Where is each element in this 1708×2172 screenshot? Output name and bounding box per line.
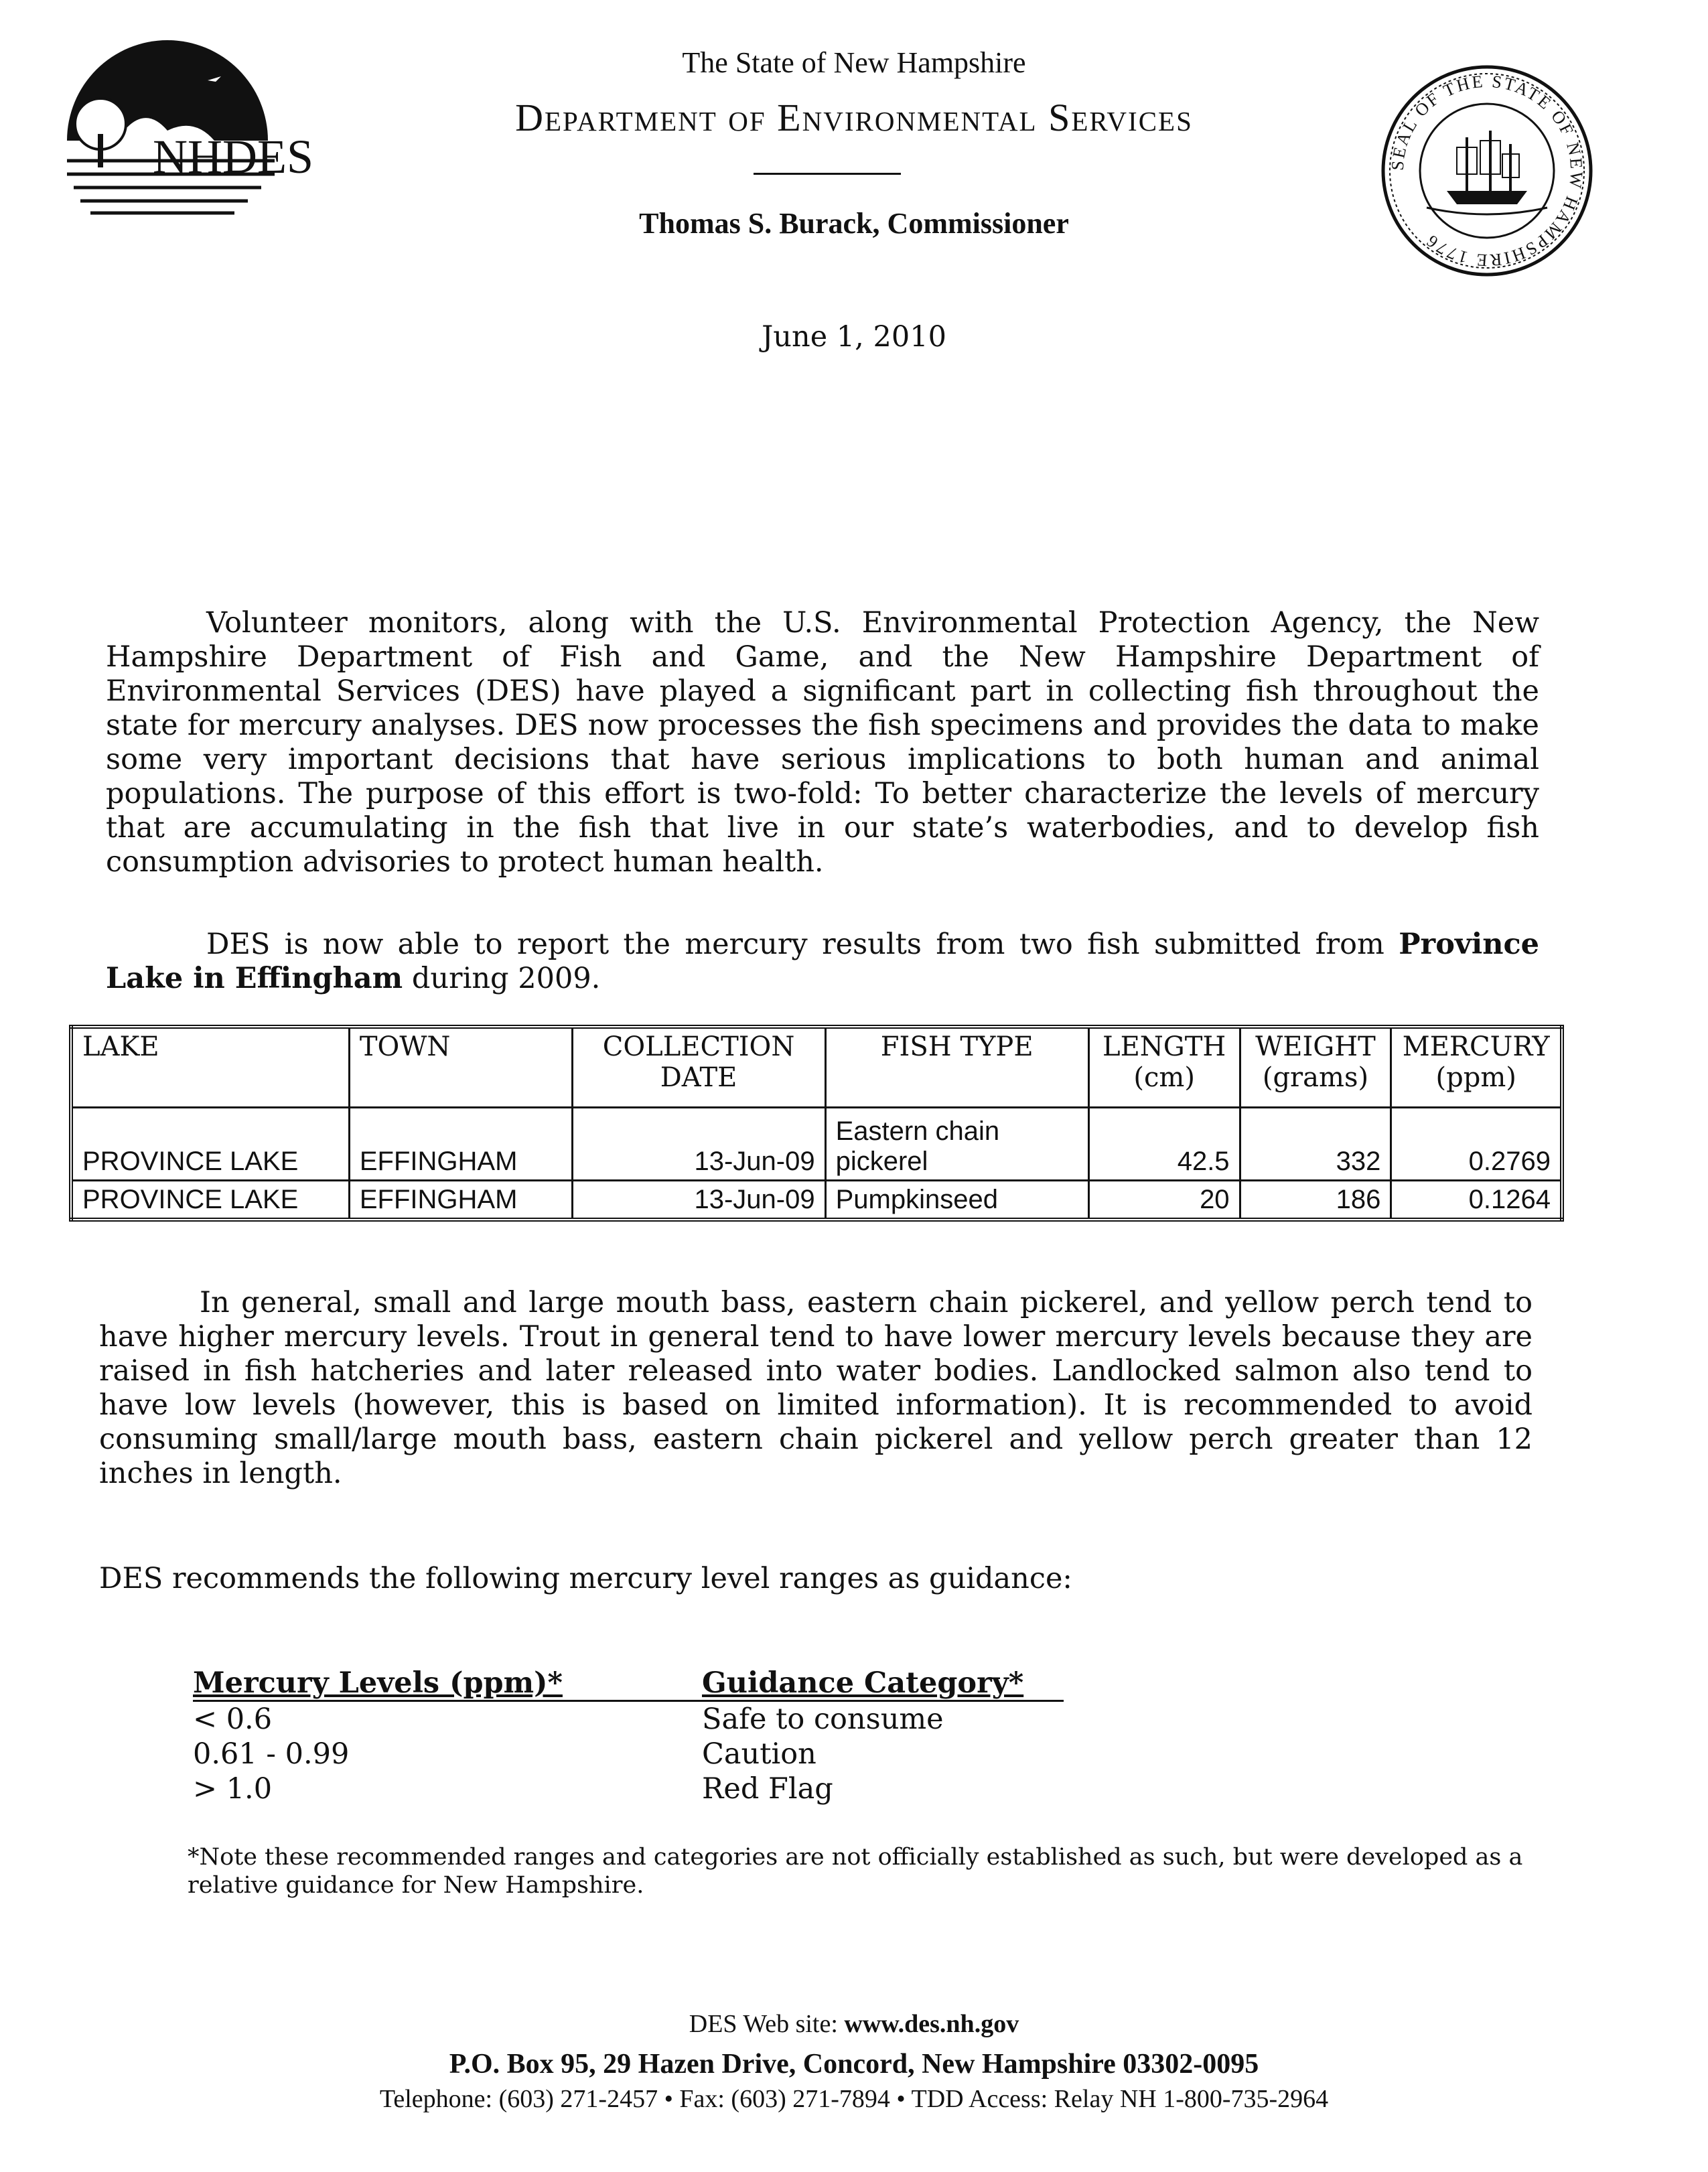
guidance-level: < 0.6 [193,1703,273,1736]
cell-lake: PROVINCE LAKE [71,1181,349,1220]
header-town: TOWN [349,1027,572,1108]
guidance-category: Safe to consume [702,1703,944,1736]
state-seal-icon [1380,64,1594,278]
cell-weight: 332 [1240,1108,1391,1181]
guidance-category: Red Flag [702,1772,833,1806]
guidance-table [193,1666,1064,1806]
guidance-intro: DES recommends the following mercury level ranges as guidance: [99,1562,1072,1595]
guidance-note: *Note these recommended ranges and categories are not officially established as such, but were developed as a relative guidance for New Hampshire. [188,1844,1523,1899]
header-mercury: MERCURY (ppm) [1391,1027,1562,1108]
table-row [71,1181,1562,1220]
report-paragraph: DES is now able to report the mercury results from two fish submitted from Province Lake in Effingham during 2009. [106,928,1539,995]
guidance-row [193,1702,1064,1737]
guidance-level: > 1.0 [193,1772,273,1806]
header-lake: LAKE [71,1027,349,1108]
svg-text:SEAL OF THE STATE OF NEW HAMPS: SEAL OF THE STATE OF NEW HAMPSHIRE 1776 [1387,71,1587,271]
guidance-level: 0.61 - 0.99 [193,1737,350,1771]
cell-mercury: 0.1264 [1391,1181,1562,1220]
footer-telephone: Telephone: (603) 271-2457 • Fax: (603) 271-7894 • TDD Access: Relay NH 1-800-735-2964 [379,2085,1329,2113]
cell-town: EFFINGHAM [349,1181,572,1220]
general-info-paragraph: In general, small and large mouth bass, eastern chain pickerel, and yellow perch tend to have higher mercury levels. Trout in general tend to have lower mercury levels because they are raised in fish hatcheries and later released into water bodies. Landlocked salmon also tend to have low levels (however, this is based on limited information). It is recommended to avoid consuming small/large mouth bass, eastern chain pickerel and yellow perch greater than 12 inches in length. [99,1286,1533,1490]
header-weight: WEIGHT (grams) [1240,1027,1391,1108]
guidance-category: Caution [702,1737,816,1771]
guidance-header-category: Guidance Category* [702,1666,1024,1700]
guidance-row [193,1737,1064,1771]
cell-fish-type: Pumpkinseed [825,1181,1088,1220]
header-divider [754,173,901,175]
guidance-row [193,1771,1064,1806]
guidance-header-levels: Mercury Levels (ppm)* [193,1666,563,1700]
table-row [71,1108,1562,1181]
cell-length: 20 [1088,1181,1240,1220]
header-length: LENGTH (cm) [1088,1027,1240,1108]
header-collection-date: COLLECTION DATE [572,1027,825,1108]
cell-mercury: 0.2769 [1391,1108,1562,1181]
state-name: The State of New Hampshire [682,46,1026,79]
cell-length: 42.5 [1088,1108,1240,1181]
lake-name: Province Lake in Effingham [106,928,1539,995]
header-fish-type: FISH TYPE [825,1027,1088,1108]
mercury-results-table [69,1025,1564,1222]
footer-address: P.O. Box 95, 29 Hazen Drive, Concord, New Hampshire 03302-0095 [449,2049,1259,2080]
cell-date: 13-Jun-09 [572,1108,825,1181]
intro-paragraph: Volunteer monitors, along with the U.S. Environmental Protection Agency, the New Hampshire Department of Fish and Game, and the New Hampshire Department of Environmental Services (DES) have played a significant part in collecting fish throughout the state for mercury analyses. DES now processes the fish specimens and provides the data to make some very important decisions that have serious implications to both human and animal populations. The purpose of this effort is two-fold: To better characterize the levels of mercury that are accumulating in the fish that live in our state’s waterbodies, and to develop fish consumption advisories to protect human health. [106,606,1539,879]
website-link[interactable]: www.des.nh.gov [844,2010,1019,2038]
footer-website: DES Web site: www.des.nh.gov [689,2010,1019,2038]
cell-weight: 186 [1240,1181,1391,1220]
cell-fish-type: Eastern chain pickerel [825,1108,1088,1181]
cell-town: EFFINGHAM [349,1108,572,1181]
cell-lake: PROVINCE LAKE [71,1108,349,1181]
commissioner-name: Thomas S. Burack, Commissioner [639,207,1069,240]
cell-date: 13-Jun-09 [572,1181,825,1220]
table-header-row [71,1027,1562,1108]
department-name: Department of Environmental Services [515,96,1193,139]
letter-date: June 1, 2010 [762,320,946,354]
guidance-header-row [193,1666,1064,1702]
svg-text:NHDES: NHDES [153,130,314,184]
